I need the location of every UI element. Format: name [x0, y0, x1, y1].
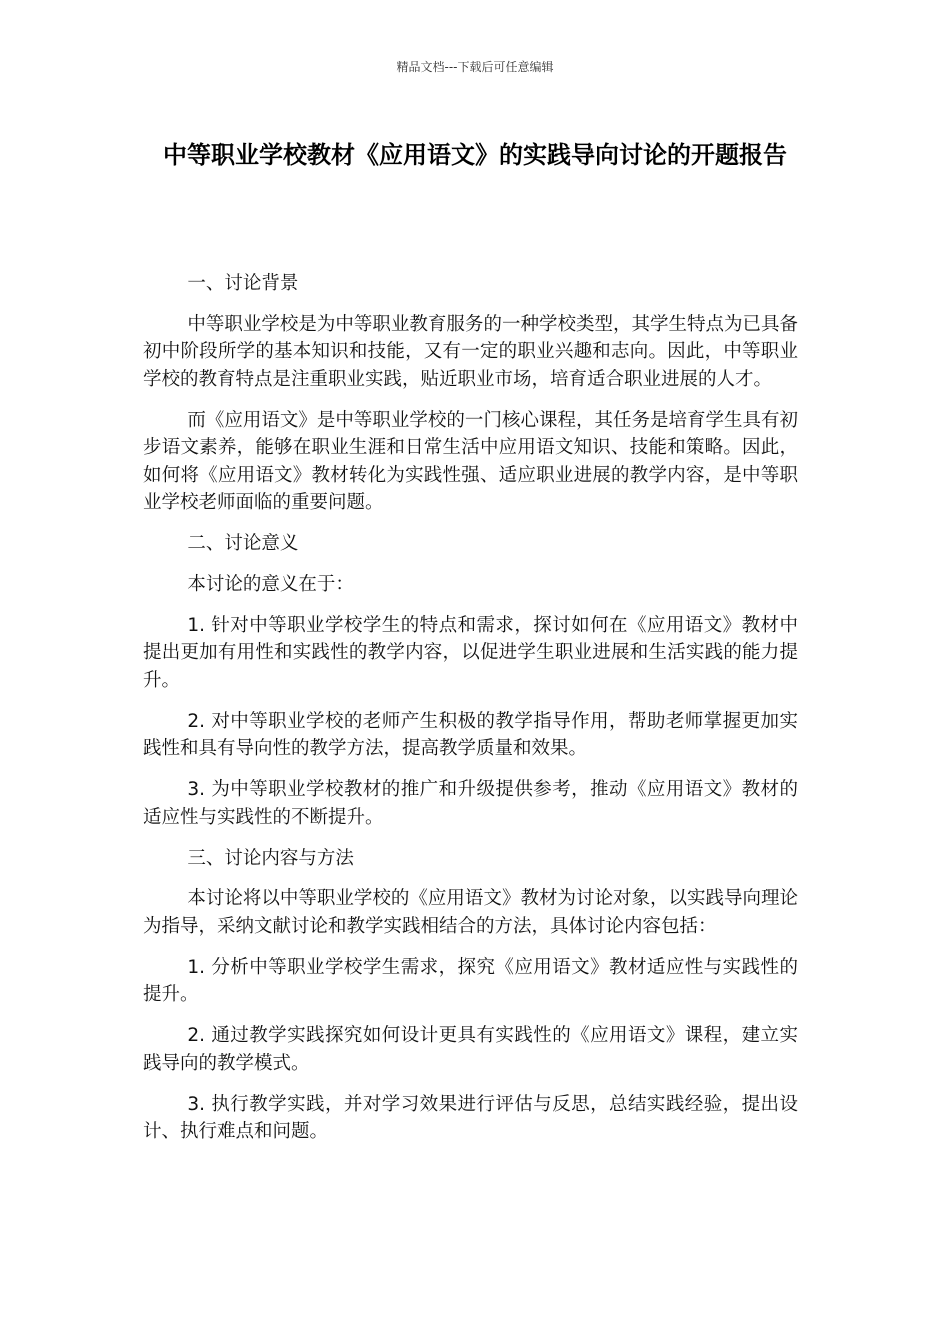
- section-heading: 二、讨论意义: [187, 533, 299, 554]
- section-heading: 一、讨论背景: [187, 273, 299, 294]
- section-heading: 三、讨论内容与方法: [187, 847, 354, 869]
- list-item: 3. 执行教学实践，并对学习效果进行评估与反思，总结实践经验，提出设计、执行难点和问题。: [143, 1093, 798, 1142]
- list-item: 1. 分析中等职业学校学生需求，探究《应用语文》教材适应性与实践性的提升。: [143, 956, 798, 1005]
- paragraph: 而《应用语文》是中等职业学校的一门核心课程，其任务是培育学生具有初步语文素养，能够在职业生涯和日常生活中应用语文知识、技能和策略。因此，如何将《应用语文》教材转化为实践性强、适应职业进展的教学内容，是中等职业学校老师面临的重要问题。: [143, 409, 798, 513]
- list-item: 1. 针对中等职业学校学生的特点和需求，探讨如何在《应用语文》教材中提出更加有用性和实践性的教学内容，以促进学生职业进展和生活实践的能力提升。: [143, 614, 798, 691]
- list-item: 3. 为中等职业学校教材的推广和升级提供参考，推动《应用语文》教材的适应性与实践性的不断提升。: [143, 779, 798, 828]
- list-item: 2. 对中等职业学校的老师产生积极的教学指导作用，帮助老师掌握更加实践性和具有导向性的教学方法，提高教学质量和效果。: [143, 710, 798, 759]
- document-title: 中等职业学校教材《应用语文》的实践导向讨论的开题报告: [163, 141, 787, 169]
- paragraph: 本讨论将以中等职业学校的《应用语文》教材为讨论对象，以实践导向理论为指导，采纳文献讨论和教学实践相结合的方法，具体讨论内容包括：: [143, 888, 798, 937]
- paragraph: 中等职业学校是为中等职业教育服务的一种学校类型，其学生特点为已具备初中阶段所学的基本知识和技能，又有一定的职业兴趣和志向。因此，中等职业学校的教育特点是注重职业实践，贴近职业市场，培育适合职业进展的人才。: [143, 313, 798, 390]
- document-body: [143, 270, 798, 1159]
- list-item: 2. 通过教学实践探究如何设计更具有实践性的《应用语文》课程，建立实践导向的教学模式。: [143, 1025, 798, 1074]
- paragraph: 本讨论的意义在于：: [187, 573, 354, 595]
- header-note: 精品文档---下载后可任意编辑: [396, 60, 554, 74]
